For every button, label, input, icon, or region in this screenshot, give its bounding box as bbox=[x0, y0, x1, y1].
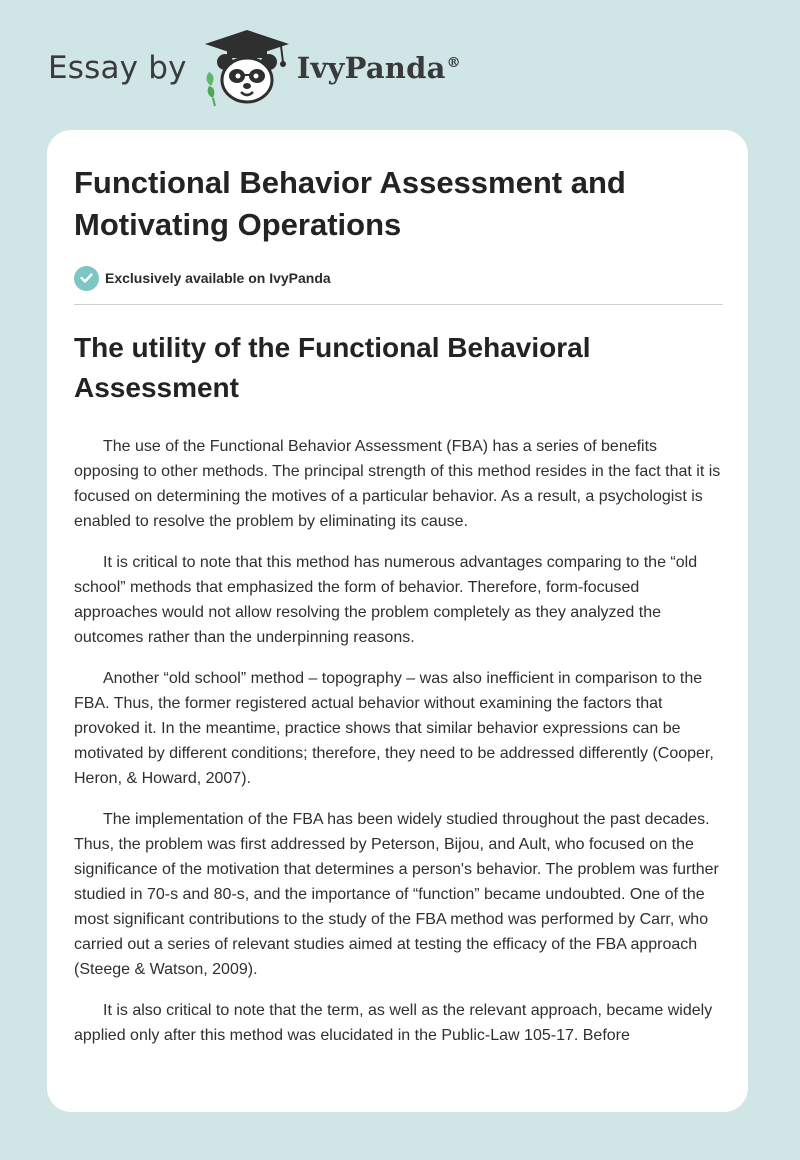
essay-by-label: Essay by bbox=[48, 50, 187, 86]
section-heading: The utility of the Functional Behavioral Assessment bbox=[74, 332, 591, 403]
essay-content bbox=[74, 162, 723, 1048]
registered-mark: ® bbox=[446, 55, 461, 72]
divider bbox=[74, 304, 723, 305]
exclusive-label: Exclusively available on IvyPanda bbox=[105, 270, 331, 286]
brand-name[interactable]: IvyPanda® bbox=[296, 51, 461, 85]
site-header bbox=[48, 28, 461, 108]
paragraph: Another “old school” method – topography – was also inefficient in comparison to the FBA. Thus, the former registered actual behavior without examining the factors that provoked it. In the meantime, practice shows that similar behavior expressions can be motivated by different conditions; therefore, they need to be addressed differently (Cooper, Heron, & Howard, 2007). bbox=[74, 670, 714, 787]
paragraph: It is critical to note that this method has numerous advantages comparing to the “old school” methods that emphasized the form of behavior. Therefore, form-focused approaches would not allow resolving the problem completely as they analyzed the outcomes rather than the underpinning reasons. bbox=[74, 554, 698, 646]
panda-logo-icon[interactable] bbox=[201, 28, 293, 108]
ivy-leaf-icon bbox=[206, 72, 215, 106]
paragraph: The implementation of the FBA has been widely studied throughout the past decades. Thus, the problem was first addressed by Peterson, Bijou, and Ault, who focused on the significance of the motivation that determines a person's behavior. The problem was further studied in 70-s and 80-s, and the importance of “function” became undoubted. One of the most significant contributions to the study of the FBA method was performed by Carr, who carried out a series of relevant studies aimed at testing the efficacy of the FBA approach (Steege & Watson, 2009). bbox=[74, 811, 719, 978]
exclusive-badge bbox=[74, 265, 723, 291]
essay-title: Functional Behavior Assessment and Motivating Operations bbox=[74, 165, 626, 242]
check-circle-icon bbox=[74, 266, 99, 291]
essay-card bbox=[47, 130, 748, 1112]
paragraph: It is also critical to note that the term, as well as the relevant approach, became widely applied only after this method was elucidated in the Public-Law 105-17. Before bbox=[74, 1002, 713, 1044]
paragraph: The use of the Functional Behavior Assessment (FBA) has a series of benefits opposing to other methods. The principal strength of this method resides in the fact that it is focused on determining the motives of a particular behavior. As a result, a psychologist is enabled to resolve the problem by eliminating its cause. bbox=[74, 438, 721, 530]
